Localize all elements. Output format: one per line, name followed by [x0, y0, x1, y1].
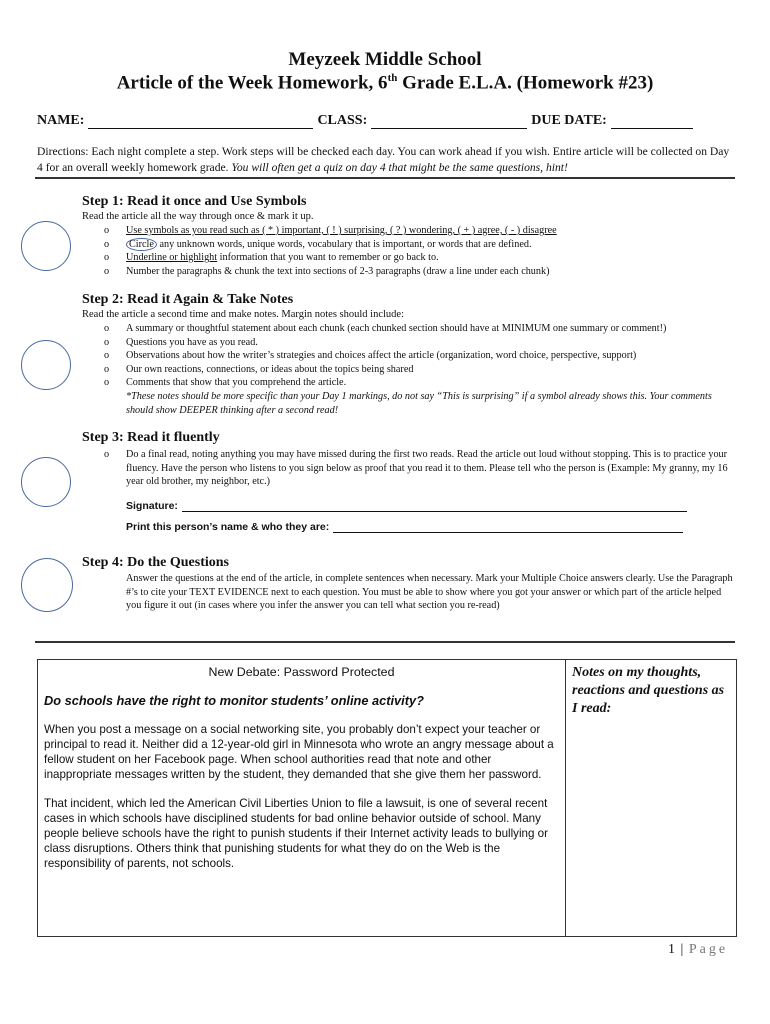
class-label: CLASS: [317, 113, 368, 128]
article-paragraph: That incident, which led the American Civil Liberties Union to file a lawsuit, is one of several recent cases in which schools have disciplined students for bad online behavior outside of school. Many people believe schools have the right to punish students if their Internet activity leads to bullying or class disruptions. Others think that punishing students for what they do on the Web is the responsibility of parents, not schools. [44, 797, 548, 870]
signature-row [126, 500, 691, 512]
list-item: o Questions you have as you read. [104, 336, 258, 348]
list-item: o Circle any unknown words, unique words, vocabulary that is important, or words that are defined. [104, 238, 532, 250]
step2-check-circle[interactable] [21, 340, 71, 390]
print-name-field[interactable] [333, 522, 683, 533]
article-question: Do schools have the right to monitor students’ online activity? [44, 693, 424, 708]
due-date-label: DUE DATE: [531, 113, 607, 128]
step3-check-circle[interactable] [21, 457, 71, 507]
article-title: New Debate: Password Protected [208, 665, 395, 679]
name-field[interactable] [88, 114, 313, 129]
school-name: Meyzeek Middle School [288, 49, 482, 70]
article-paragraph: When you post a message on a social networking site, you probably don’t expect your teacher or principal to read it. Neither did a 12-year-old girl in Minnesota who wrote an angry message about a fellow student on her Facebook page. When school authorities read that note and other inappropriate messages written by the student, they demanded that she give them her password. [44, 723, 554, 781]
due-date-field[interactable] [611, 114, 693, 129]
step2-title: Step 2: Read it Again & Take Notes [82, 292, 294, 307]
step1-list [104, 224, 744, 278]
article-table [37, 659, 737, 937]
list-item: o Use symbols as you read such as ( * ) important, ( ! ) surprising, ( ? ) wondering, ( + ) agree, ( - ) disagree [104, 225, 557, 236]
list-item: o A summary or thoughtful statement about each chunk (each chunked section should have at MINIMUM one summary or comment!) [104, 323, 667, 334]
list-item: o Number the paragraphs & chunk the text into sections of 2-3 paragraphs (draw a line under each chunk) [104, 265, 550, 277]
notes-heading: Notes on my thoughts, reactions and questions as I read: [572, 665, 725, 716]
step3-list [104, 448, 739, 489]
step2-note: *These notes should be more specific than your Day 1 markings, do not say “This is surprising” if a symbol already shows this. Your comments should show DEEPER thinking after a second read! [126, 391, 712, 416]
divider [35, 177, 735, 179]
circle-word: Circle [126, 238, 157, 251]
step1-subtitle: Read the article all the way through once & mark it up. [82, 211, 314, 222]
step2-list [104, 322, 739, 390]
step3-title: Step 3: Read it fluently [82, 430, 220, 445]
list-item: o Underline or highlight information that you want to remember or go back to. [104, 252, 439, 263]
signature-field[interactable] [182, 501, 687, 512]
name-label: NAME: [37, 113, 85, 128]
page-title: Article of the Week Homework, 6th Grade E.L.A. (Homework #23) [116, 72, 654, 94]
divider [35, 641, 735, 643]
step4-check-circle[interactable] [21, 558, 73, 612]
page-number: 1 | Page [668, 942, 729, 957]
list-item: o Our own reactions, connections, or ideas about the topics being shared [104, 363, 414, 375]
step1-title: Step 1: Read it once and Use Symbols [82, 194, 307, 209]
print-name-row [126, 521, 687, 533]
class-field[interactable] [371, 114, 527, 129]
step4-instructions: Answer the questions at the end of the article, in complete sentences when necessary. Mark your Multiple Choice answers clearly. Use the Paragraph #’s to cite your TEXT EVIDENCE next to each question. You must be able to show where you got your answer or which part of the article helped you figure it out (in cases where you infer the answer you can tell what section you re-read) [126, 573, 733, 611]
print-name-label: Print this person’s name & who they are: [126, 521, 330, 533]
notes-column[interactable] [566, 660, 737, 937]
signature-label: Signature: [126, 500, 178, 512]
step1-check-circle[interactable] [21, 221, 71, 271]
directions: Directions: Each night complete a step. Work steps will be checked each day. You can work ahead if you wish. Entire article will be collected on Day 4 for an overall weekly homework grade. You will often get a quiz on day 4 that might be the same questions, hint! [37, 145, 730, 174]
step2-subtitle: Read the article a second time and make notes. Margin notes should include: [82, 309, 405, 320]
step4-title: Step 4: Do the Questions [82, 555, 230, 570]
list-item: o Do a final read, noting anything you may have missed during the first two reads. Read the article out loud without stopping. This is to practice your fluency. Have the person who listens to you sign below as proof that you read it to them. Please tell who the person is (Example: My granny, my 16 year old brother, my neighbor, etc.) [104, 449, 728, 487]
article-column [38, 660, 566, 937]
header-fields [37, 113, 697, 129]
list-item: o Observations about how the writer’s strategies and choices affect the article (organization, word choice, perspective, support) [104, 350, 637, 361]
list-item: o Comments that show that you comprehend the article. [104, 377, 347, 388]
